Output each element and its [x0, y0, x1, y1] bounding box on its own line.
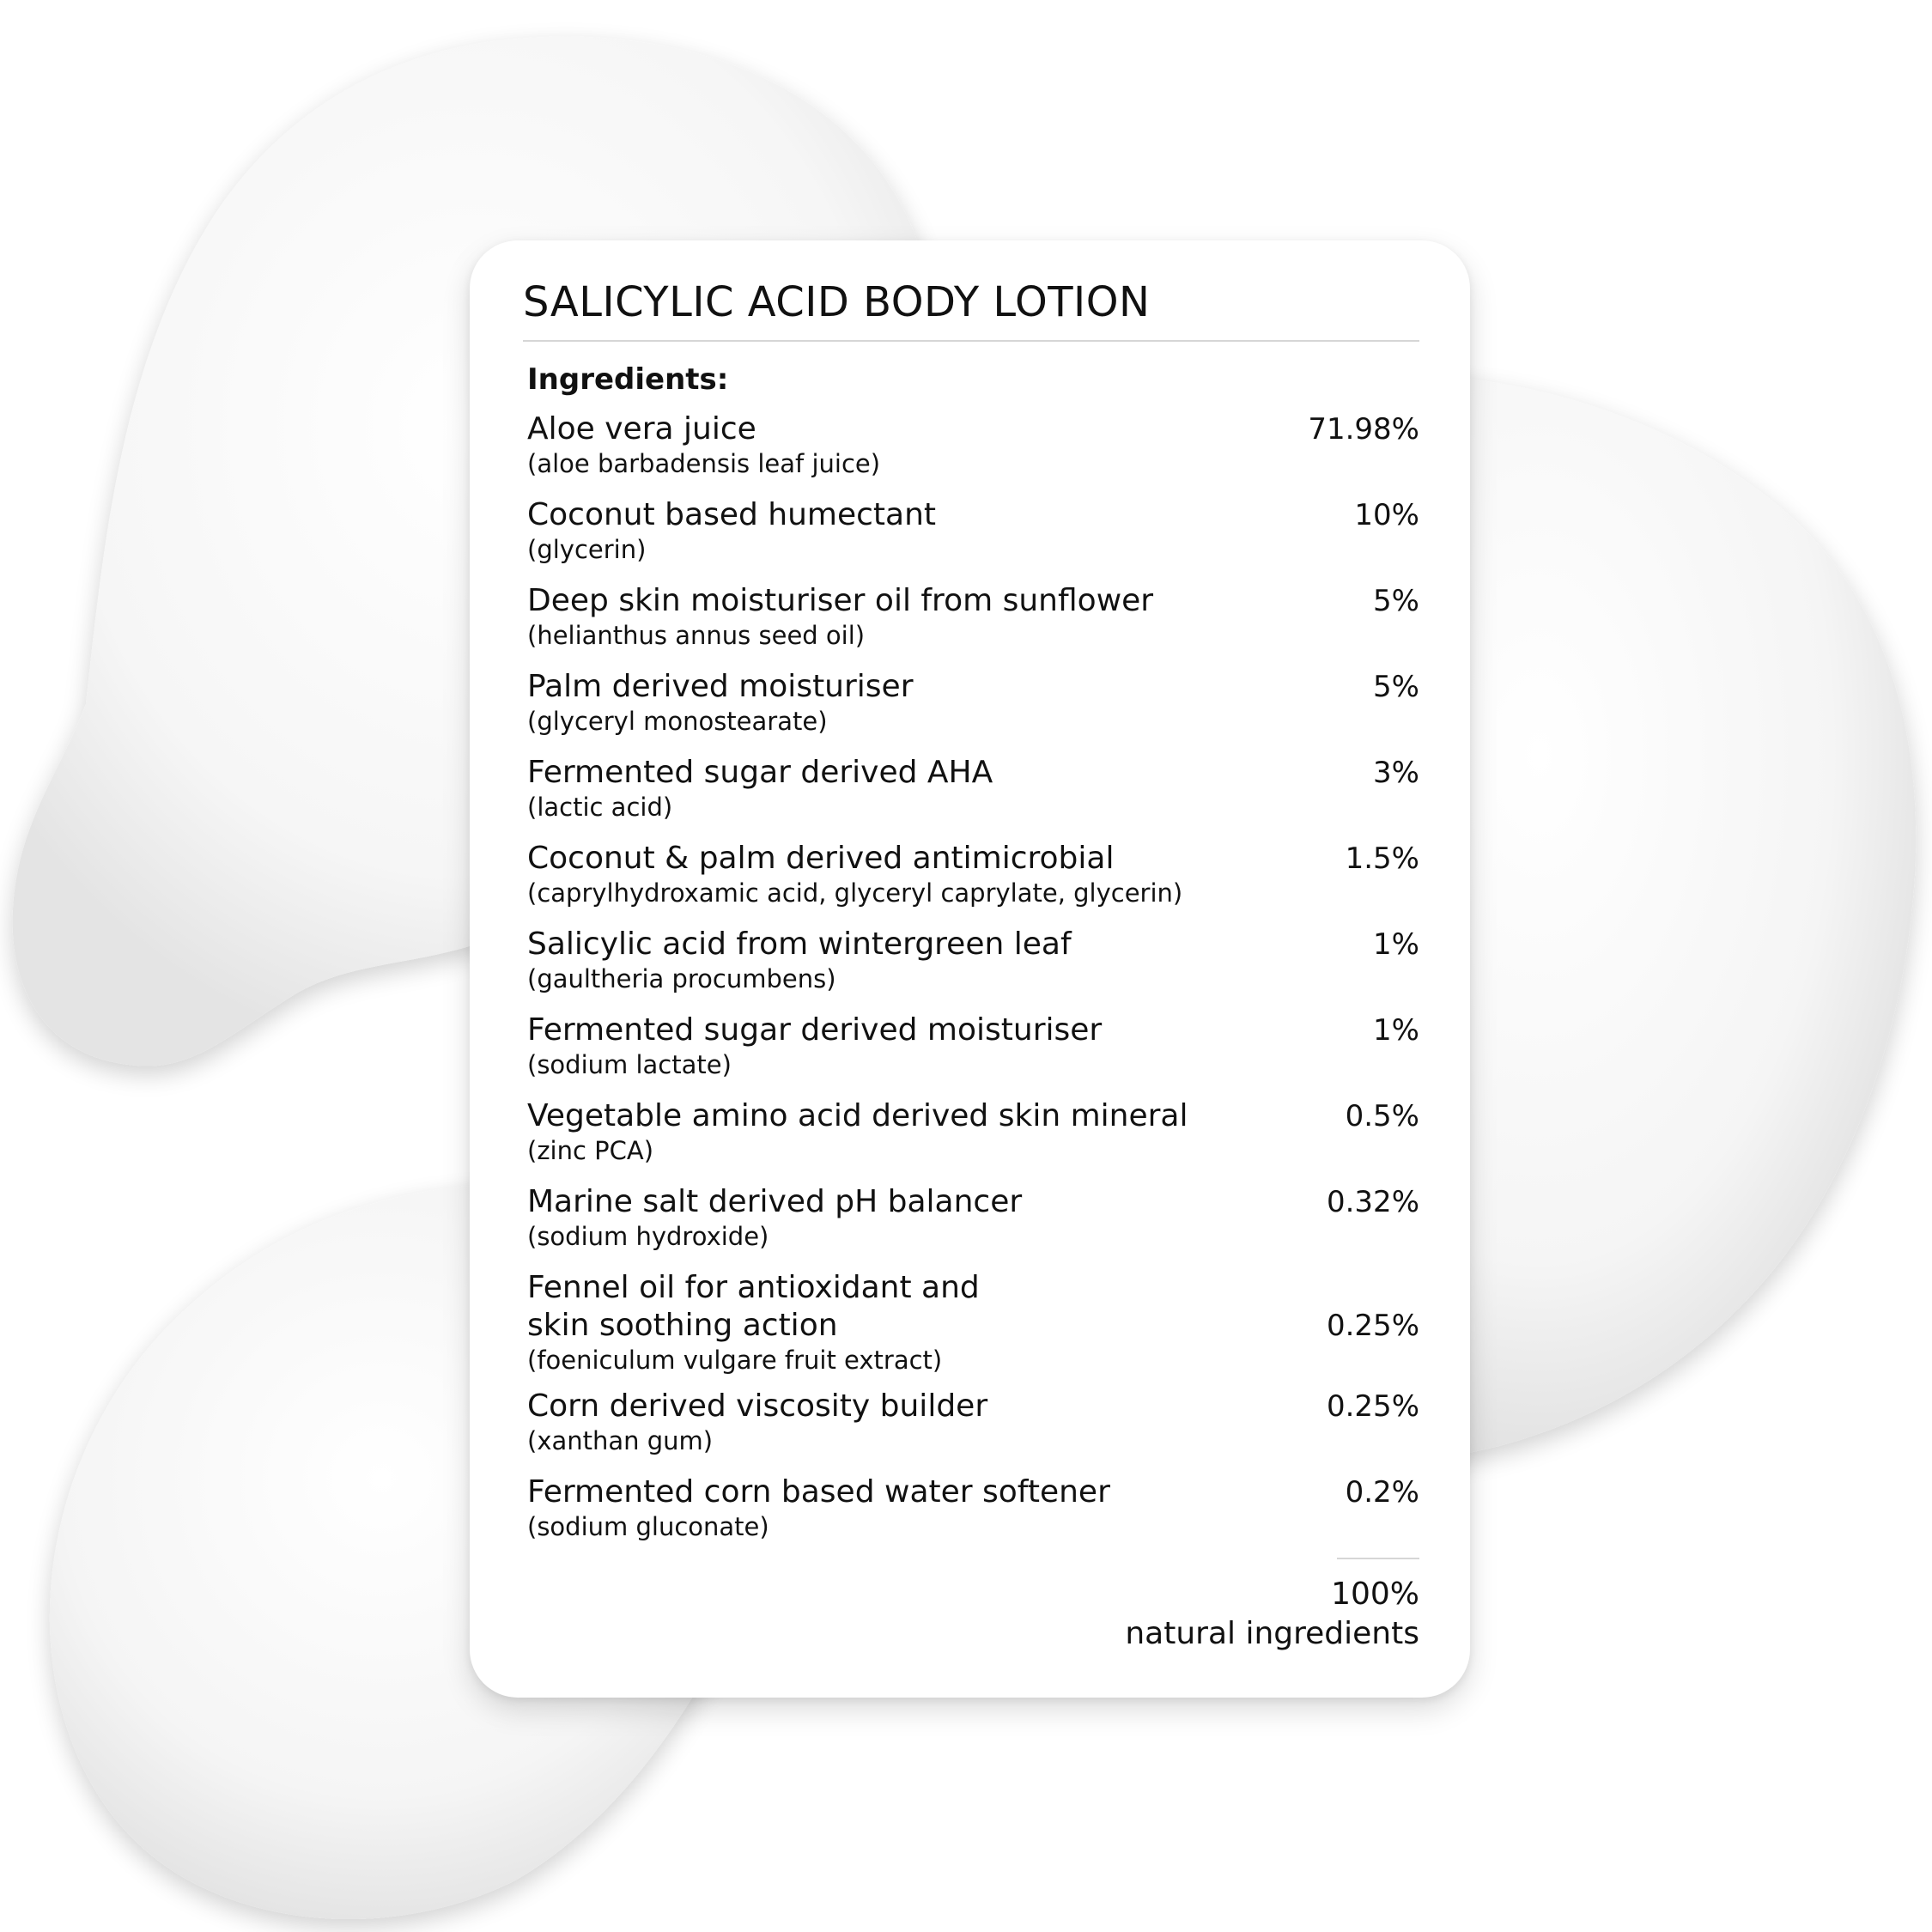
ingredient-inci: (sodium lactate)	[527, 1050, 732, 1080]
ingredient-inci: (zinc PCA)	[527, 1136, 654, 1166]
ingredient-inci: (glyceryl monostearate)	[527, 707, 828, 737]
ingredient-percentage: 1%	[1373, 927, 1419, 963]
ingredient-row	[527, 840, 1419, 926]
ingredient-row	[527, 668, 1419, 754]
product-title: SALICYLIC ACID BODY LOTION	[523, 278, 1151, 326]
ingredient-row	[527, 926, 1419, 1012]
ingredient-row	[527, 1012, 1419, 1097]
ingredient-name-line-2: skin soothing action	[527, 1308, 838, 1344]
ingredients-list	[527, 410, 1419, 1654]
ingredient-percentage: 10%	[1354, 498, 1419, 533]
ingredient-row	[527, 1388, 1419, 1473]
ingredient-name: Vegetable amino acid derived skin mineral	[527, 1098, 1188, 1134]
ingredient-name: Fermented sugar derived AHA	[527, 755, 993, 791]
ingredients-card	[470, 240, 1470, 1698]
ingredient-row	[527, 410, 1419, 496]
ingredient-inci: (glycerin)	[527, 535, 647, 565]
ingredient-inci: (aloe barbadensis leaf juice)	[527, 449, 881, 479]
ingredient-row	[527, 496, 1419, 582]
ingredient-row	[527, 1269, 1419, 1388]
ingredient-name: Palm derived moisturiser	[527, 669, 914, 705]
total-percentage: 100%	[1331, 1577, 1419, 1613]
ingredient-inci: (caprylhydroxamic acid, glyceryl caprylate, glycerin)	[527, 878, 1183, 908]
ingredient-inci: (sodium hydroxide)	[527, 1222, 769, 1252]
ingredient-row	[527, 1097, 1419, 1183]
ingredient-name: Coconut based humectant	[527, 497, 937, 533]
ingredient-name: Fennel oil for antioxidant and	[527, 1270, 980, 1306]
ingredient-inci: (gaultheria procumbens)	[527, 964, 836, 994]
ingredient-name: Marine salt derived pH balancer	[527, 1184, 1023, 1220]
ingredient-row	[527, 1183, 1419, 1269]
ingredient-inci: (foeniculum vulgare fruit extract)	[527, 1346, 943, 1376]
ingredient-percentage: 1%	[1373, 1013, 1419, 1048]
ingredient-row	[527, 1473, 1419, 1559]
title-divider	[523, 340, 1419, 342]
ingredient-name: Fermented sugar derived moisturiser	[527, 1012, 1103, 1048]
ingredient-percentage: 5%	[1373, 584, 1419, 619]
ingredient-name: Aloe vera juice	[527, 411, 756, 447]
ingredient-inci: (sodium gluconate)	[527, 1512, 769, 1542]
ingredient-name: Fermented corn based water softener	[527, 1474, 1110, 1510]
ingredients-heading: Ingredients:	[527, 362, 729, 397]
ingredient-name: Coconut & palm derived antimicrobial	[527, 841, 1115, 877]
ingredient-inci: (helianthus annus seed oil)	[527, 621, 866, 651]
ingredient-name: Salicylic acid from wintergreen leaf	[527, 927, 1072, 963]
ingredient-percentage: 0.32%	[1326, 1185, 1419, 1220]
total-block	[527, 1575, 1419, 1654]
total-label: natural ingredients	[1125, 1616, 1419, 1652]
total-divider	[1337, 1558, 1419, 1559]
ingredient-row	[527, 754, 1419, 840]
ingredient-name: Corn derived viscosity builder	[527, 1388, 988, 1425]
ingredient-percentage: 0.5%	[1345, 1099, 1419, 1134]
ingredient-percentage: 1.5%	[1345, 841, 1419, 877]
ingredient-percentage: 5%	[1373, 670, 1419, 705]
ingredient-inci: (lactic acid)	[527, 793, 673, 823]
ingredient-percentage: 0.25%	[1326, 1389, 1419, 1425]
ingredient-inci: (xanthan gum)	[527, 1426, 714, 1456]
ingredient-name: Deep skin moisturiser oil from sunflower	[527, 583, 1154, 619]
ingredient-row	[527, 582, 1419, 668]
ingredient-percentage: 3%	[1373, 756, 1419, 791]
ingredient-percentage: 0.2%	[1345, 1475, 1419, 1510]
ingredient-percentage: 71.98%	[1308, 412, 1419, 447]
ingredient-percentage: 0.25%	[1326, 1309, 1419, 1344]
